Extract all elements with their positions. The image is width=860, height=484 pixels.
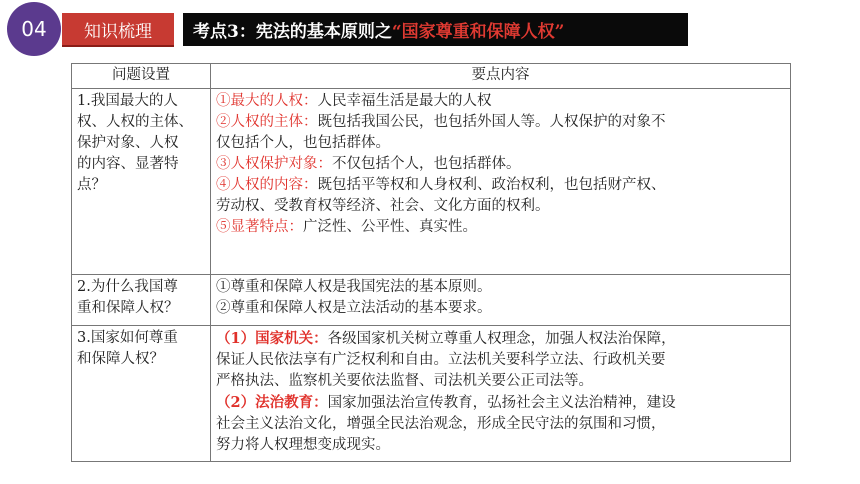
answer-point-continued: 严格执法、监察机关要依法监督、司法机关要公正司法等。 [216,373,593,389]
topic-title-quote: “国家尊重和保障人权” [391,22,565,42]
answer-point [216,112,785,133]
point-text: 人民幸福生活是最大的人权 [317,93,492,109]
section-number-badge: 04 [7,2,61,56]
point-label: （1）国家机关： [216,330,328,347]
table-header-row [72,64,791,89]
question-cell [72,89,211,275]
point-label: （2）法治教育： [216,394,328,411]
question-cell [72,326,211,462]
answer-point: ①尊重和保障人权是我国宪法的基本原则。 [216,279,492,295]
question-line: 保护对象、人权 [77,135,179,151]
question-line: 2.为什么我国尊 [77,279,178,295]
answer-point [216,392,785,414]
table-row [72,275,791,326]
point-text: 既包括平等权和人身权利、政治权利，也包括财产权、 [317,177,666,193]
point-text: 各级国家机关树立尊重人权理念，加强人权法治保障， [327,331,676,347]
column-header-answer: 要点内容 [211,64,791,89]
table-row [72,326,791,462]
question-line: 重和保障人权？ [77,300,179,316]
answer-point [216,154,785,175]
topic-title-prefix: 考点3：宪法的基本原则之 [193,22,392,42]
answer-point [216,175,785,196]
question-line: 的内容、显著特 [77,156,179,172]
answer-point [216,328,785,350]
topic-title-bar [183,13,688,46]
point-label: ①最大的人权： [216,93,318,109]
answer-point-continued: 社会主义法治文化，增强全民法治观念，形成全民守法的氛围和习惯， [216,416,666,432]
question-cell [72,275,211,326]
table-row [72,89,791,275]
answer-point [216,91,785,112]
answer-point-continued: 仅包括个人，也包括群体。 [216,135,390,151]
point-label: ③人权保护对象： [216,156,332,172]
question-line: 1.我国最大的人 [77,93,178,109]
question-line: 权、人权的主体、 [77,114,193,130]
point-text: 广泛性、公平性、真实性。 [303,219,477,235]
column-header-question: 问题设置 [72,64,211,89]
question-line: 和保障人权？ [77,351,164,367]
answer-point: ②尊重和保障人权是立法活动的基本要求。 [216,300,492,316]
question-line: 3.国家如何尊重 [77,330,178,346]
point-text: 既包括我国公民，也包括外国人等。人权保护的对象不 [317,114,666,130]
point-label: ②人权的主体： [216,114,318,130]
point-label: ④人权的内容： [216,177,318,193]
question-line: 点？ [77,177,106,193]
answer-point-continued: 劳动权、受教育权等经济、社会、文化方面的权利。 [216,198,550,214]
point-label: ⑤显著特点： [216,219,303,235]
answer-cell [211,275,791,326]
answer-cell [211,326,791,462]
point-text: 不仅包括个人，也包括群体。 [332,156,521,172]
answer-point [216,217,785,238]
section-tag: 知识梳理 [62,13,174,46]
answer-point-continued: 努力将人权理想变成现实。 [216,437,390,453]
answer-cell [211,89,791,275]
point-text: 国家加强法治宣传教育，弘扬社会主义法治精神，建设 [327,395,676,411]
answer-point-continued: 保证人民依法享有广泛权利和自由。立法机关要科学立法、行政机关要 [216,352,666,368]
knowledge-table [71,63,791,462]
section-tag-underline [62,45,174,47]
